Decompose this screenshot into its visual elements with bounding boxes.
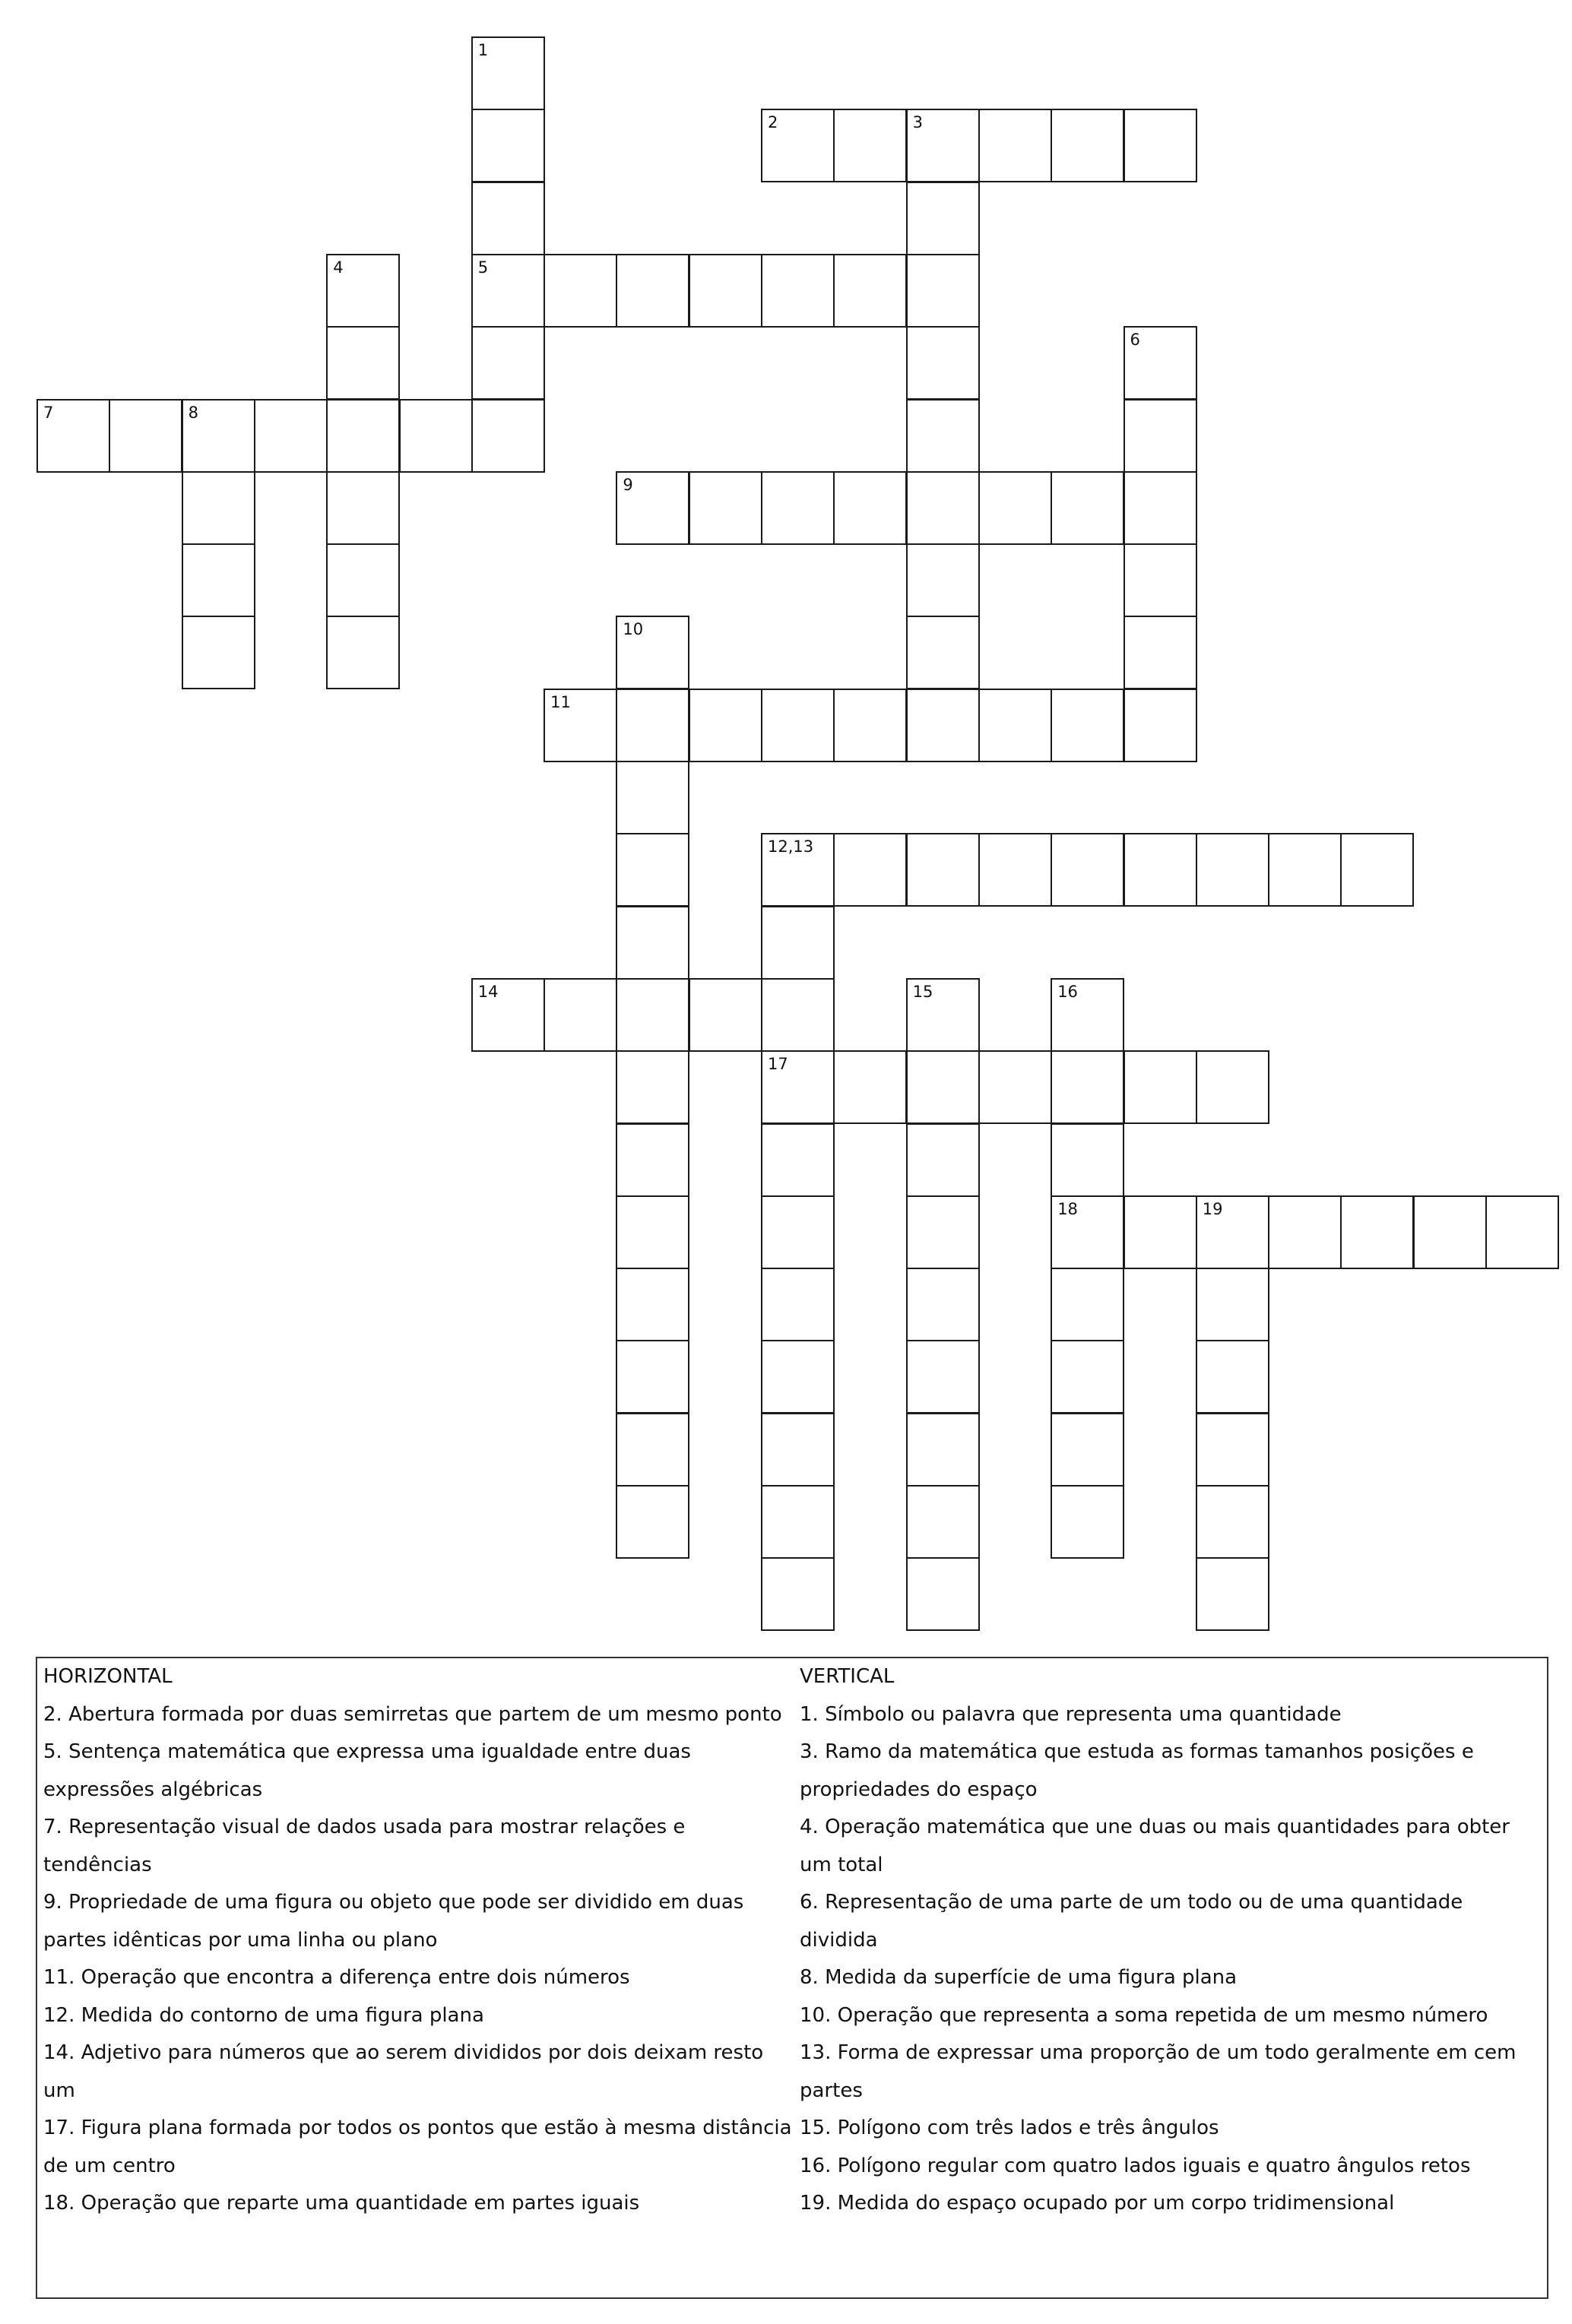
crossword-cell[interactable] <box>1340 833 1414 907</box>
crossword-cell[interactable] <box>471 254 545 328</box>
crossword-cell[interactable] <box>761 1123 835 1197</box>
crossword-cell[interactable] <box>1124 326 1197 400</box>
crossword-cell[interactable] <box>761 471 835 545</box>
crossword-cell[interactable] <box>906 1340 980 1414</box>
crossword-cell[interactable] <box>906 978 980 1052</box>
crossword-cell[interactable] <box>906 471 980 545</box>
crossword-cell[interactable] <box>978 471 1052 545</box>
vertical-title: VERTICAL <box>800 1665 895 1688</box>
clue-across: 5. Sentença matemática que expressa uma igualdade entre duas expressões algébricas <box>43 1740 691 1801</box>
crossword-cell[interactable] <box>544 689 617 762</box>
crossword-cell[interactable] <box>761 1485 835 1559</box>
crossword-cell[interactable] <box>616 978 689 1052</box>
clue-across: 12. Medida do contorno de uma figura plana <box>43 2003 484 2027</box>
crossword-cell[interactable] <box>1124 109 1197 182</box>
crossword-cell[interactable] <box>1124 1050 1197 1124</box>
cell-number: 11 <box>550 692 571 711</box>
crossword-cell[interactable] <box>616 1485 689 1559</box>
clue-across: 17. Figura plana formada por todos os pontos que estão à mesma distância de um centro <box>43 2117 792 2177</box>
cell-number: 18 <box>1057 1199 1078 1218</box>
cell-number: 9 <box>623 475 633 494</box>
crossword-cell[interactable] <box>182 543 255 617</box>
crossword-cell[interactable] <box>36 399 110 473</box>
crossword-cell[interactable] <box>1051 1340 1124 1414</box>
clue-across: 2. Abertura formada por duas semirretas que partem de um mesmo ponto <box>43 1702 782 1726</box>
crossword-cell[interactable] <box>471 326 545 400</box>
crossword-cell[interactable] <box>978 1050 1052 1124</box>
crossword-cell[interactable] <box>616 254 689 328</box>
crossword-cell[interactable] <box>1124 543 1197 617</box>
crossword-cell[interactable] <box>689 978 762 1052</box>
crossword-cell[interactable] <box>471 109 545 182</box>
crossword-cell[interactable] <box>689 254 762 328</box>
crossword-cell[interactable] <box>906 1413 980 1487</box>
crossword-cell[interactable] <box>1051 833 1124 907</box>
crossword-cell[interactable] <box>761 254 835 328</box>
crossword-cell[interactable] <box>326 616 400 689</box>
crossword-cell[interactable] <box>1196 1557 1269 1631</box>
crossword-cell[interactable] <box>326 326 400 400</box>
clue-down: 6. Representação de uma parte de um todo ou de uma quantidade dividida <box>800 1891 1463 1952</box>
crossword-cell[interactable] <box>833 254 907 328</box>
crossword-cell[interactable] <box>906 1195 980 1269</box>
clue-down: 1. Símbolo ou palavra que representa uma quantidade <box>800 1702 1342 1726</box>
crossword-cell[interactable] <box>109 399 182 473</box>
crossword-cell[interactable] <box>616 1413 689 1487</box>
crossword-cell[interactable] <box>1051 471 1124 545</box>
cell-number: 6 <box>1130 331 1140 350</box>
crossword-cell[interactable] <box>761 978 835 1052</box>
crossword-cell[interactable] <box>326 543 400 617</box>
crossword-cell[interactable] <box>182 616 255 689</box>
crossword-cell[interactable] <box>689 471 762 545</box>
crossword-cell[interactable] <box>616 1050 689 1124</box>
crossword-cell[interactable] <box>1124 471 1197 545</box>
cell-number: 16 <box>1057 982 1078 1001</box>
crossword-cell[interactable] <box>906 182 980 255</box>
crossword-cell[interactable] <box>761 689 835 762</box>
crossword-cell[interactable] <box>1124 689 1197 762</box>
crossword-cell[interactable] <box>471 182 545 255</box>
horizontal-title: HORIZONTAL <box>43 1665 173 1688</box>
crossword-cell[interactable] <box>544 254 617 328</box>
crossword-cell[interactable] <box>1340 1195 1414 1269</box>
crossword-cell[interactable] <box>1051 689 1124 762</box>
clue-across: 14. Adjetivo para números que ao serem divididos por dois deixam resto um <box>43 2041 764 2102</box>
crossword-cell[interactable] <box>326 399 400 473</box>
crossword-cell[interactable] <box>761 1340 835 1414</box>
clue-down: 8. Medida da superfície de uma figura plana <box>800 1966 1238 1989</box>
vertical-clues <box>800 1658 1541 2223</box>
crossword-cell[interactable] <box>1485 1195 1559 1269</box>
crossword-cell[interactable] <box>616 1268 689 1341</box>
crossword-cell[interactable] <box>906 1123 980 1197</box>
crossword-cell[interactable] <box>906 326 980 400</box>
crossword-cell[interactable] <box>978 833 1052 907</box>
crossword-cell[interactable] <box>833 689 907 762</box>
crossword-cell[interactable] <box>399 399 473 473</box>
crossword-cell[interactable] <box>833 833 907 907</box>
crossword-cell[interactable] <box>906 1485 980 1559</box>
crossword-cell[interactable] <box>616 761 689 834</box>
horizontal-clues <box>43 1658 792 2223</box>
crossword-cell[interactable] <box>761 1195 835 1269</box>
crossword-cell[interactable] <box>1196 1340 1269 1414</box>
crossword-cell[interactable] <box>906 616 980 689</box>
crossword-cell[interactable] <box>906 543 980 617</box>
crossword-cell[interactable] <box>1124 1195 1197 1269</box>
crossword-cell[interactable] <box>689 689 762 762</box>
cell-number: 5 <box>477 258 489 277</box>
clue-across: 7. Representação visual de dados usada para mostrar relações e tendências <box>43 1816 686 1876</box>
clue-across: 18. Operação que reparte uma quantidade em partes iguais <box>43 2192 640 2215</box>
crossword-cell[interactable] <box>326 254 400 328</box>
clue-across: 9. Propriedade de uma figura ou objeto que pode ser dividido em duas partes idênticas por uma linha ou plano <box>43 1891 744 1952</box>
crossword-cell[interactable] <box>906 1050 980 1124</box>
crossword-cell[interactable] <box>906 109 980 182</box>
crossword-cell[interactable] <box>1124 833 1197 907</box>
crossword-cell[interactable] <box>616 1340 689 1414</box>
crossword-cell[interactable] <box>978 689 1052 762</box>
cell-number: 8 <box>188 403 198 422</box>
crossword-cell[interactable] <box>182 399 255 473</box>
clue-down: 13. Forma de expressar uma proporção de um todo geralmente em cem partes <box>800 2041 1517 2102</box>
crossword-cell[interactable] <box>471 36 545 110</box>
crossword-cell[interactable] <box>906 399 980 473</box>
crossword-cell[interactable] <box>254 399 328 473</box>
clue-across: 11. Operação que encontra a diferença entre dois números <box>43 1966 630 1989</box>
cell-number: 14 <box>477 982 499 1001</box>
clue-down: 19. Medida do espaço ocupado por um corpo tridimensional <box>800 2192 1395 2215</box>
crossword-cell[interactable] <box>1051 109 1124 182</box>
crossword-cell[interactable] <box>1051 1485 1124 1559</box>
crossword-cell[interactable] <box>1268 833 1342 907</box>
cell-number: 15 <box>912 982 933 1001</box>
crossword-cell[interactable] <box>471 399 545 473</box>
crossword-cell[interactable] <box>1051 978 1124 1052</box>
crossword-cell[interactable] <box>906 1268 980 1341</box>
crossword-cell[interactable] <box>616 906 689 980</box>
crossword-cell[interactable] <box>1413 1195 1487 1269</box>
crossword-cell[interactable] <box>616 1195 689 1269</box>
crossword-cell[interactable] <box>761 109 835 182</box>
crossword-cell[interactable] <box>1196 1268 1269 1341</box>
crossword-cell[interactable] <box>761 1557 835 1631</box>
crossword-cell[interactable] <box>1051 1123 1124 1197</box>
clue-down: 16. Polígono regular com quatro lados iguais e quatro ângulos retos <box>800 2154 1471 2177</box>
crossword-cell[interactable] <box>182 471 255 545</box>
crossword-cell[interactable] <box>1196 1195 1269 1269</box>
crossword-cell[interactable] <box>326 471 400 545</box>
crossword-cell[interactable] <box>1051 1050 1124 1124</box>
crossword-cell[interactable] <box>1196 833 1269 907</box>
crossword-cell[interactable] <box>906 689 980 762</box>
crossword-cell[interactable] <box>833 1050 907 1124</box>
crossword-cell[interactable] <box>616 471 689 545</box>
cell-number: 17 <box>768 1055 788 1074</box>
crossword-cell[interactable] <box>471 978 545 1052</box>
crossword-cell[interactable] <box>761 1050 835 1124</box>
crossword-cell[interactable] <box>1196 1413 1269 1487</box>
crossword-cell[interactable] <box>906 254 980 328</box>
crossword-cell[interactable] <box>833 109 907 182</box>
crossword-cell[interactable] <box>1051 1195 1124 1269</box>
clue-down: 4. Operação matemática que une duas ou mais quantidades para obter um total <box>800 1816 1510 1876</box>
crossword-cell[interactable] <box>616 689 689 762</box>
cell-number: 12,13 <box>768 837 814 856</box>
crossword-cell[interactable] <box>616 833 689 907</box>
cell-number: 2 <box>768 113 778 132</box>
crossword-cell[interactable] <box>906 1557 980 1631</box>
crossword-cell[interactable] <box>1051 1413 1124 1487</box>
clues-box <box>36 1657 1548 2299</box>
cell-number: 19 <box>1202 1199 1223 1218</box>
crossword-cell[interactable] <box>833 471 907 545</box>
crossword-cell[interactable] <box>1124 399 1197 473</box>
crossword-cell[interactable] <box>761 1268 835 1341</box>
crossword-cell[interactable] <box>761 833 835 907</box>
crossword-cell[interactable] <box>1196 1485 1269 1559</box>
clue-down: 10. Operação que representa a soma repetida de um mesmo número <box>800 2003 1488 2027</box>
crossword-cell[interactable] <box>616 1123 689 1197</box>
crossword-cell[interactable] <box>1124 616 1197 689</box>
cell-number: 7 <box>43 403 54 422</box>
crossword-cell[interactable] <box>544 978 617 1052</box>
crossword-cell[interactable] <box>1051 1268 1124 1341</box>
crossword-cell[interactable] <box>761 1413 835 1487</box>
clue-down: 15. Polígono com três lados e três ângulos <box>800 2117 1219 2139</box>
cell-number: 1 <box>477 41 489 59</box>
cell-number: 4 <box>333 258 344 277</box>
cell-number: 3 <box>912 113 923 132</box>
crossword-cell[interactable] <box>978 109 1052 182</box>
crossword-cell[interactable] <box>906 833 980 907</box>
cell-number: 10 <box>623 620 644 639</box>
crossword-cell[interactable] <box>761 906 835 980</box>
clue-down: 3. Ramo da matemática que estuda as formas tamanhos posições e propriedades do espaço <box>800 1740 1474 1801</box>
crossword-cell[interactable] <box>1196 1050 1269 1124</box>
crossword-cell[interactable] <box>1268 1195 1342 1269</box>
crossword-cell[interactable] <box>616 616 689 689</box>
